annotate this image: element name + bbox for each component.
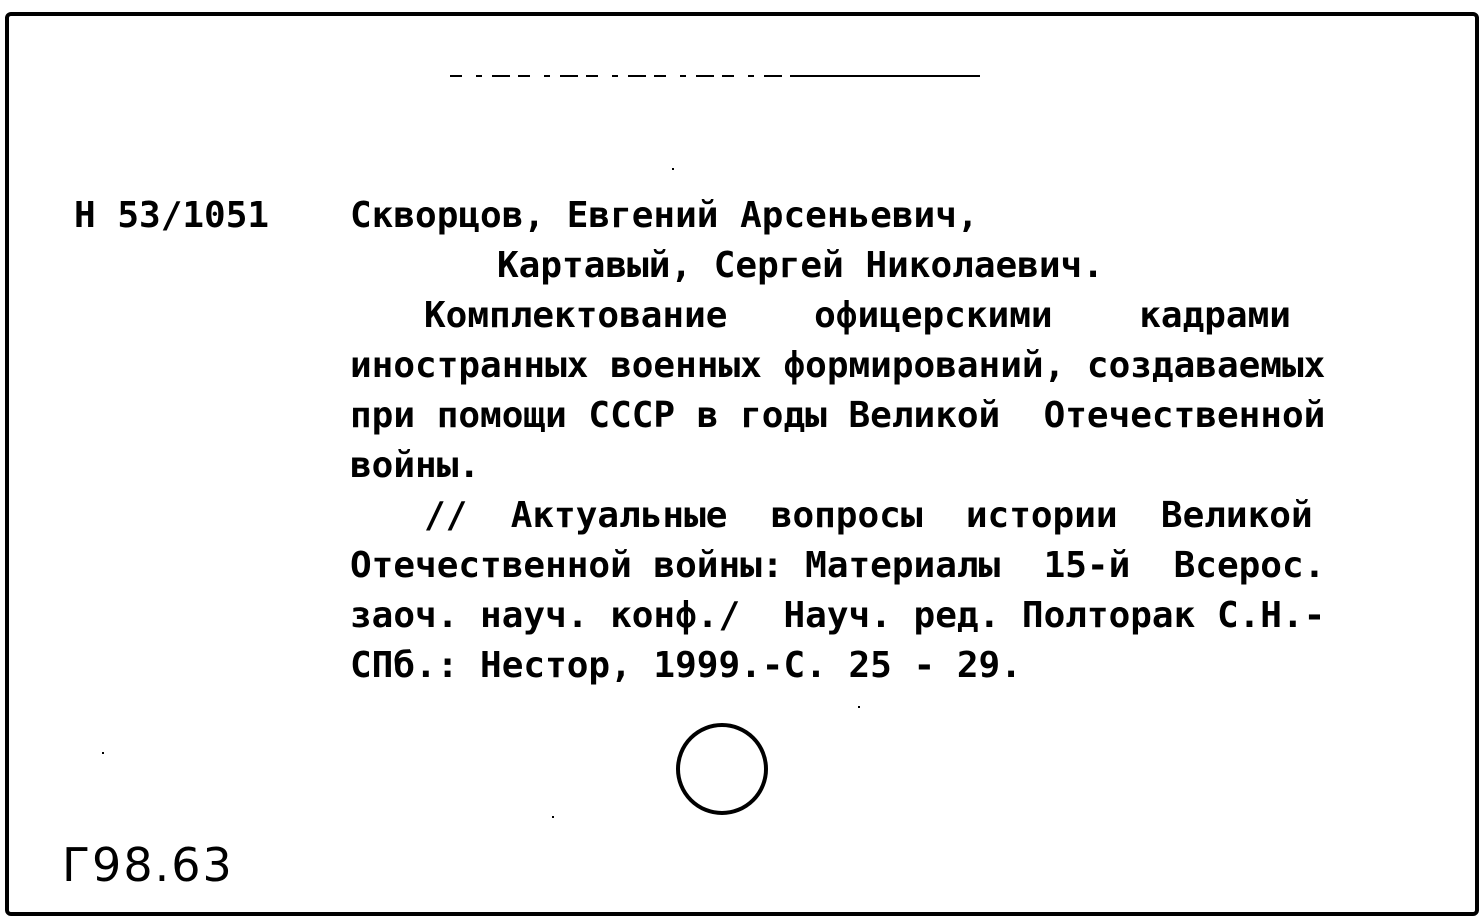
title-line-2: иностранных военных формирований, создаваемых [350, 345, 1326, 386]
source-line-2: Отечественной войны: Материалы 15-й Всерос. [350, 545, 1326, 586]
speck [858, 706, 860, 708]
speck [672, 168, 674, 170]
punch-hole-icon [672, 718, 776, 822]
speck [552, 816, 554, 818]
author-second: Картавый, Сергей Николаевич. [497, 245, 1104, 286]
title-line-4: войны. [350, 445, 481, 486]
shelf-mark: Н 53/1051 [74, 195, 270, 236]
source-line-3: заоч. науч. конф./ Науч. ред. Полторак С.Н.- [350, 595, 1326, 636]
source-line-1: // Актуальные вопросы истории Великой [424, 495, 1313, 536]
title-line-1: Комплектование офицерскими кадрами [424, 295, 1291, 336]
source-line-4: СПб.: Нестор, 1999.-С. 25 - 29. [350, 645, 1022, 686]
classification-code: Г98.63 [62, 838, 234, 892]
author-first: Скворцов, Евгений Арсеньевич, [350, 195, 979, 236]
top-dashed-line [450, 72, 990, 80]
title-line-3: при помощи СССР в годы Великой Отечественной [350, 395, 1326, 436]
speck [102, 752, 104, 754]
